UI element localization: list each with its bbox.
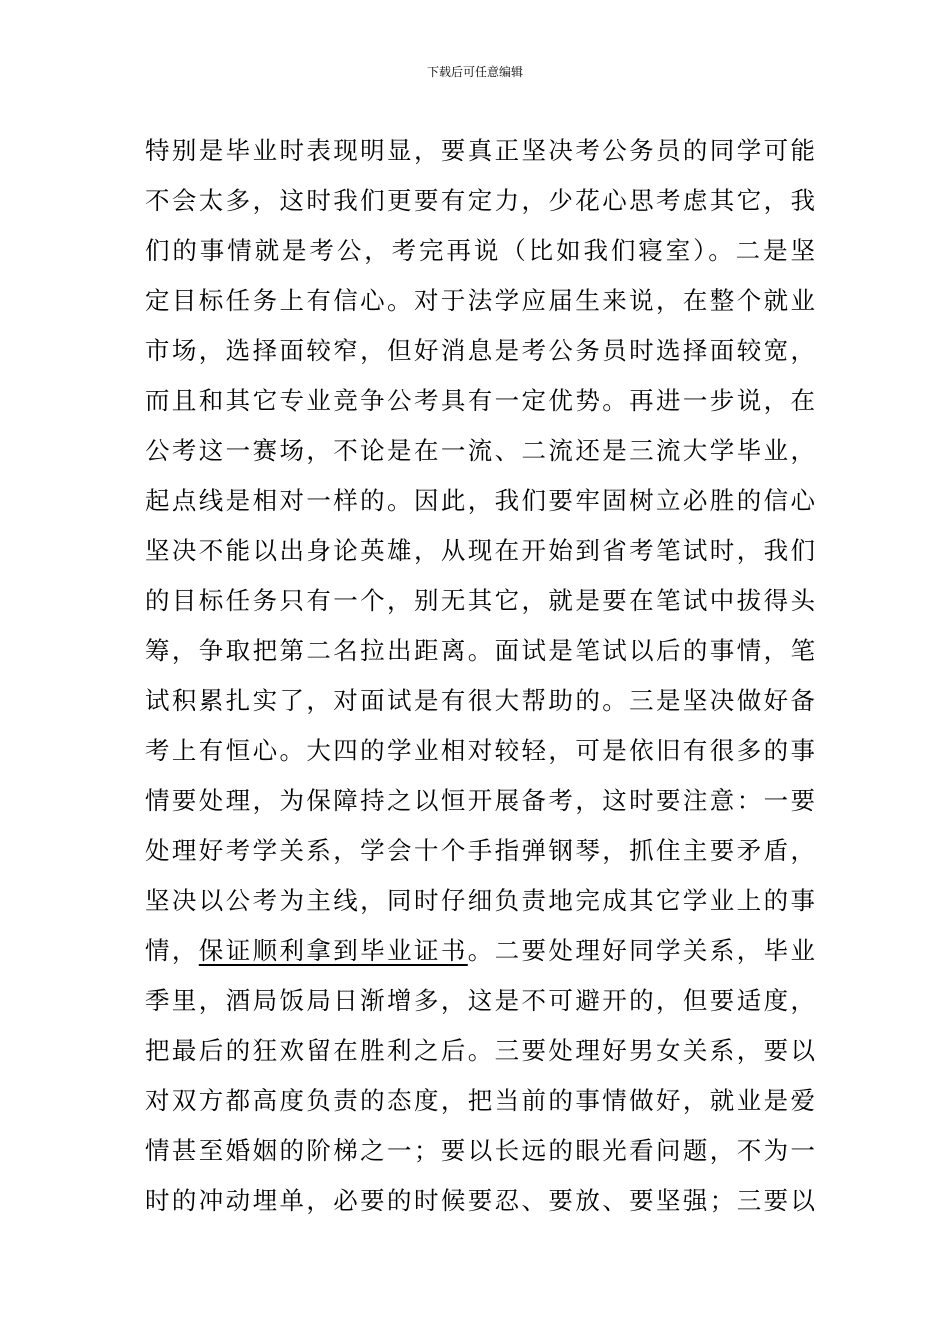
text-line: 定目标任务上有信心。对于法学应届生来说，在整个就业 — [145, 286, 815, 315]
text-line: 考上有恒心。大四的学业相对较轻，可是依旧有很多的事 — [145, 736, 815, 765]
text-line: 情甚至婚姻的阶梯之一；要以长远的眼光看问题，不为一 — [145, 1136, 815, 1165]
document-body — [145, 126, 815, 1226]
page-header: 下载后可任意编辑 — [426, 65, 523, 79]
text-line: 季里，酒局饭局日渐增多，这是不可避开的，但要适度， — [145, 986, 815, 1015]
text-line: 时的冲动埋单，必要的时候要忍、要放、要坚强；三要以 — [145, 1186, 815, 1215]
text-line: 起点线是相对一样的。因此，我们要牢固树立必胜的信心 — [145, 486, 815, 515]
text-line: 的目标任务只有一个，别无其它，就是要在笔试中拔得头 — [145, 586, 815, 615]
text-line: 而且和其它专业竞争公考具有一定优势。再进一步说，在 — [145, 386, 815, 415]
text-line: 不会太多，这时我们更要有定力，少花心思考虑其它，我 — [145, 186, 815, 215]
text-line: 对双方都高度负责的态度，把当前的事情做好，就业是爱 — [145, 1086, 815, 1115]
text-line: 试积累扎实了，对面试是有很大帮助的。三是坚决做好备 — [145, 686, 815, 715]
text-line: 把最后的狂欢留在胜利之后。三要处理好男女关系，要以 — [145, 1036, 815, 1065]
text-line: 们的事情就是考公，考完再说（比如我们寝室）。二是坚 — [145, 236, 815, 265]
text-line: 坚决不能以出身论英雄，从现在开始到省考笔试时，我们 — [145, 536, 815, 565]
text-line: 情要处理，为保障持之以恒开展备考，这时要注意：一要 — [145, 786, 815, 815]
text-line: 公考这一赛场，不论是在一流、二流还是三流大学毕业， — [145, 436, 815, 465]
text-line: 处理好考学关系，学会十个手指弹钢琴，抓住主要矛盾， — [145, 836, 815, 865]
underlined-phrase: 保证顺利拿到毕业证书 — [198, 936, 468, 965]
text-line-with-underline — [145, 926, 815, 976]
text-line: 市场，选择面较窄，但好消息是考公务员时选择面较宽， — [145, 336, 815, 365]
text-line: 特别是毕业时表现明显，要真正坚决考公务员的同学可能 — [145, 136, 815, 165]
text-line: 坚决以公考为主线，同时仔细负责地完成其它学业上的事 — [145, 886, 815, 915]
text-line: 筹，争取把第二名拉出距离。面试是笔试以后的事情，笔 — [145, 636, 815, 665]
line-segment: 。二要处理好同学关系，毕业 — [467, 936, 816, 965]
line-segment: 情， — [145, 936, 199, 965]
